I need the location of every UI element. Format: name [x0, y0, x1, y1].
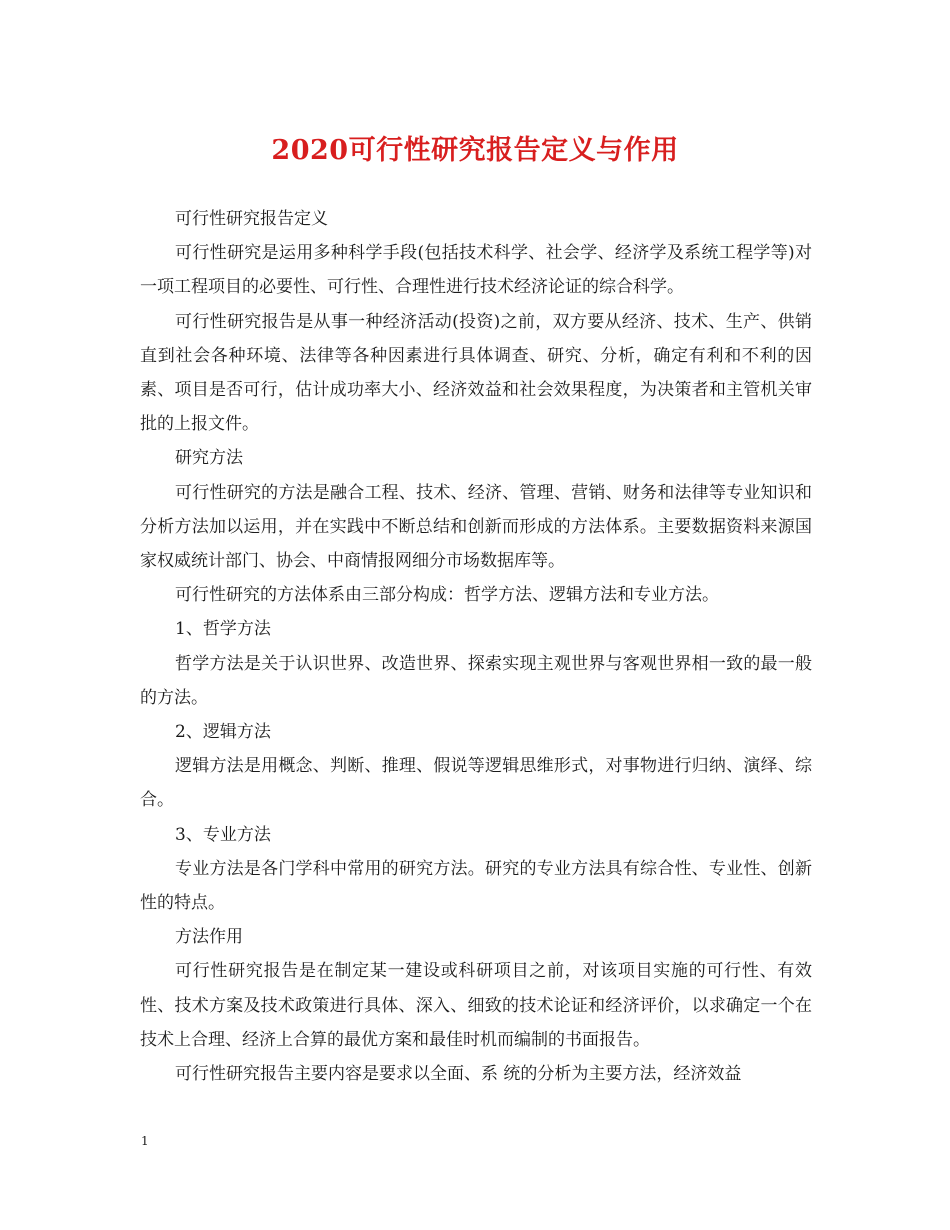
page-number: 1	[141, 1134, 149, 1148]
paragraph: 可行性研究的方法体系由三部分构成：哲学方法、逻辑方法和专业方法。	[175, 585, 719, 606]
paragraph: 可行性研究是运用多种科学手段(包括技术科学、社会学、经济学及系统工程学等)对一项工程项目的必要性、可行性、合理性进行技术经济论证的综合科学。	[140, 243, 812, 298]
paragraph: 可行性研究报告是从事一种经济活动(投资)之前，双方要从经济、技术、生产、供销直到社会各种环境、法律等各种因素进行具体调查、研究、分析，确定有利和不利的因素、项目是否可行，估计成功率大小、经济效益和社会效果程度，为决策者和主管机关审批的上报文件。	[140, 311, 812, 435]
paragraph: 逻辑方法是用概念、判断、推理、假说等逻辑思维形式，对事物进行归纳、演绎、综合。	[140, 756, 812, 811]
section-heading-methods: 研究方法	[175, 448, 243, 469]
paragraph: 哲学方法是关于认识世界、改造世界、探索实现主观世界与客观世界相一致的最一般的方法。	[140, 653, 812, 708]
subheading-logic: 2、逻辑方法	[175, 722, 271, 743]
paragraph: 可行性研究报告主要内容是要求以全面、系 统的分析为主要方法，经济效益	[175, 1064, 742, 1085]
section-heading-function: 方法作用	[175, 927, 243, 948]
paragraph: 专业方法是各门学科中常用的研究方法。研究的专业方法具有综合性、专业性、创新性的特点。	[140, 858, 812, 914]
subheading-philosophy: 1、哲学方法	[175, 619, 271, 640]
section-heading-definition: 可行性研究报告定义	[175, 209, 328, 229]
subheading-professional: 3、专业方法	[175, 824, 271, 845]
paragraph: 可行性研究的方法是融合工程、技术、经济、管理、营销、财务和法律等专业知识和分析方法加以运用，并在实践中不断总结和创新而形成的方法体系。主要数据资料来源国家权威统计部门、协会、中商情报网细分市场数据库等。	[140, 482, 812, 572]
document-body	[140, 202, 812, 1091]
paragraph: 可行性研究报告是在制定某一建设或科研项目之前，对该项目实施的可行性、有效性、技术方案及技术政策进行具体、深入、细致的技术论证和经济评价，以求确定一个在技术上合理、经济上合算的最优方案和最佳时机而编制的书面报告。	[140, 961, 812, 1050]
document-title: 2020可行性研究报告定义与作用	[271, 135, 679, 166]
